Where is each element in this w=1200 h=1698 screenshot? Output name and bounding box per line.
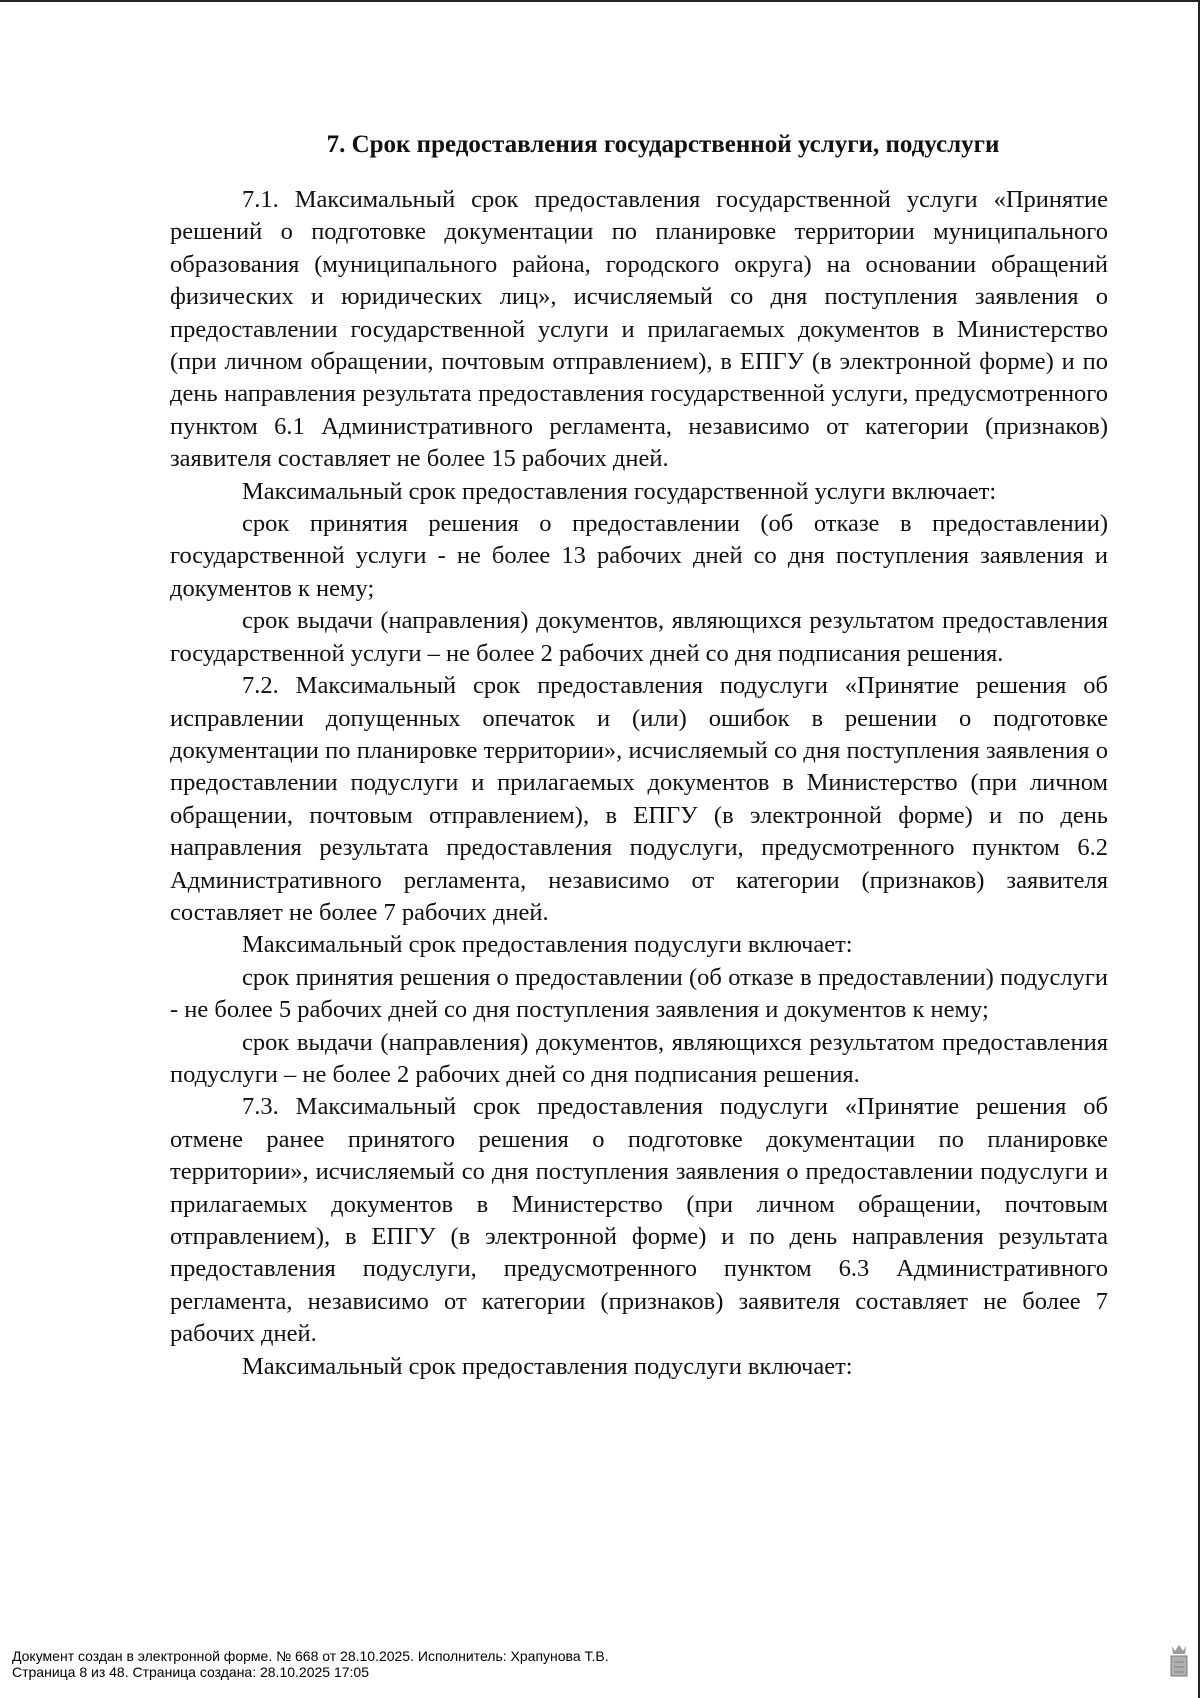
document-page (170, 128, 1108, 1383)
paragraph-7-3: 7.3. Максимальный срок предоставления подуслуги «Принятие решения об отмене ранее принятого решения о подготовке документации по планировке территории», исчисляемый со дня поступления заявления о предоставлении подуслуги и прилагаемых документов в Министерство (при личном обращении, почтовым отправлением), в ЕПГУ (в электронной форме) и по день направления результата предоставления подуслуги, предусмотренного пунктом 6.3 Административного регламента, независимо от категории (признаков) заявителя составляет не более 7 рабочих дней. (170, 1093, 1108, 1348)
paragraph-subservice-issue-term: срок выдачи (направления) документов, являющихся результатом предоставления подуслуги – не более 2 рабочих дней со дня подписания решения. (170, 1028, 1108, 1088)
emblem-stamp-icon (1168, 1642, 1190, 1680)
paragraph-service-includes: Максимальный срок предоставления государственной услуги включает: (242, 477, 997, 505)
paragraph-subservice-includes: Максимальный срок предоставления подуслуги включает: (242, 931, 853, 959)
footer-document-info: Документ создан в электронной форме. № 668 от 28.10.2025. Исполнитель: Храпунова Т.В. (12, 1648, 609, 1664)
document-footer (12, 1648, 1172, 1680)
section-heading: 7. Срок предоставления государственной услуги, подуслуги (326, 131, 1000, 158)
paragraph-7-2: 7.2. Максимальный срок предоставления подуслуги «Принятие решения об исправлении допущенных опечаток и (или) ошибок в решении о подготовке документации по планировке территории», исчисляемый со дня поступления заявления о предоставлении подуслуги и прилагаемых документов в Министерство (при личном обращении, почтовым отправлением), в ЕПГУ (в электронной форме) и по день направления результата предоставления подуслуги, предусмотренного пунктом 6.2 Административного регламента, независимо от категории (признаков) заявителя составляет не более 7 рабочих дней. (170, 672, 1108, 926)
paragraph-issue-term: срок выдачи (направления) документов, являющихся результатом предоставления государственной услуги – не более 2 рабочих дней со дня подписания решения. (170, 607, 1108, 667)
paragraph-subservice-decision-term: срок принятия решения о предоставлении (об отказе в предоставлении) подуслуги - не более 5 рабочих дней со дня поступления заявления и документов к нему; (170, 963, 1108, 1024)
page-border-top (0, 0, 1200, 2)
paragraph-decision-term: срок принятия решения о предоставлении (об отказе в предоставлении) государственной услуги - не более 13 рабочих дней со дня поступления заявления и документов к нему; (170, 510, 1108, 602)
paragraph-7-1: 7.1. Максимальный срок предоставления государственной услуги «Принятие решений о подготовке документации по планировке территории муниципального образования (муниципального района, городского округа) на основании обращений физических и юридических лиц», исчисляемый со дня поступления заявления о предоставлении государственной услуги и прилагаемых документов в Министерство (при личном обращении, почтовым отправлением), в ЕПГУ (в электронной форме) и по день направления результата предоставления государственной услуги, предусмотренного пунктом 6.1 Административного регламента, независимо от категории (признаков) заявителя составляет не более 15 рабочих дней. (170, 186, 1108, 473)
paragraph-subservice-includes-2: Максимальный срок предоставления подуслуги включает: (242, 1352, 853, 1380)
footer-page-info: Страница 8 из 48. Страница создана: 28.10.2025 17:05 (12, 1664, 369, 1680)
